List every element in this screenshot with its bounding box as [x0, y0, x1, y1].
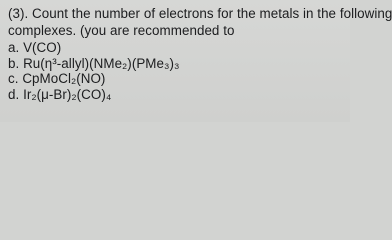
item-letter: d. — [8, 86, 20, 102]
list-item-d — [8, 87, 344, 103]
complex-list — [8, 40, 344, 102]
list-item-c — [8, 71, 344, 87]
item-formula: Ru(η³-allyl)(NMe₂)(PMe₃)₃ — [23, 55, 180, 71]
item-formula: Ir₂(μ-Br)₂(CO)₄ — [23, 86, 112, 102]
item-letter: c. — [8, 71, 19, 86]
problem-line-2: complexes. (you are recommended to — [8, 23, 235, 38]
item-letter: a. — [8, 40, 20, 55]
item-formula: V(CO) — [23, 40, 62, 55]
item-letter: b. — [8, 55, 20, 71]
list-item-a — [8, 40, 344, 56]
list-item-b — [8, 56, 344, 72]
problem-line-1: (3). Count the number of electrons for the metals in the following — [8, 6, 392, 21]
item-formula: CpMoCl₂(NO) — [22, 71, 106, 86]
problem-statement — [8, 5, 392, 39]
